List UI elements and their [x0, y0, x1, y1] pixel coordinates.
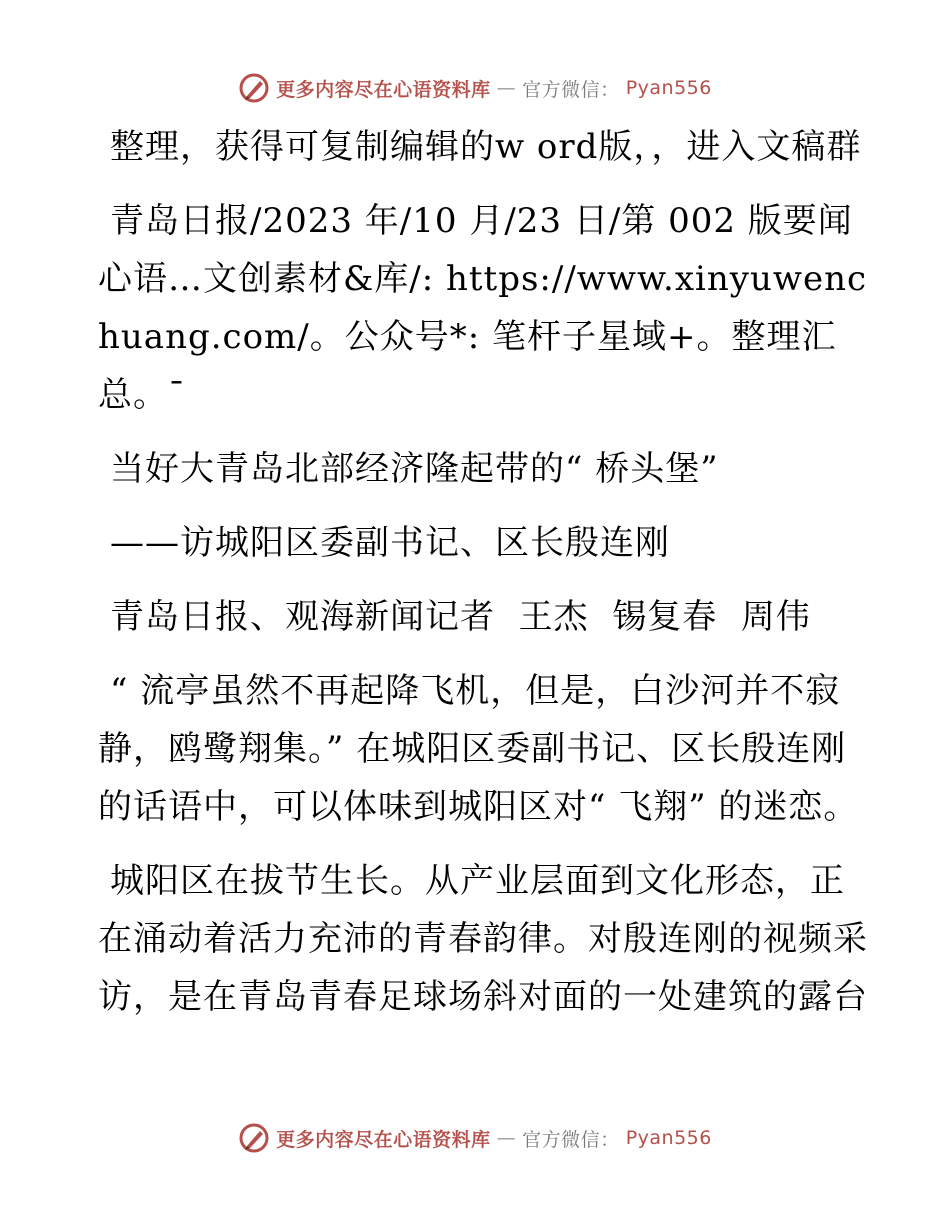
watermark-dash: —	[496, 77, 517, 99]
watermark-text: 更多内容尽在心语资料库	[276, 78, 491, 101]
paragraph-body-1: “ 流亭虽然不再起降飞机，但是，白沙河并不寂静，鸥鹭翔集。” 在城阳区委副书记、区长殷连刚的话语中，可以体味到城阳区对“ 飞翔” 的迷恋。	[98, 671, 859, 827]
header-watermark	[0, 72, 950, 104]
article-subtitle: ——访城阳区委副书记、区长殷连刚	[110, 523, 670, 563]
footer-watermark	[0, 1122, 950, 1154]
paragraph-intro: 整理，获得可复制编辑的w ord版，，进入文稿群	[110, 127, 862, 167]
pen-logo-icon	[238, 72, 270, 104]
paragraph-source: 青岛日报/2023 年/10 月/23 日/第 002 版要闻心语…文创素材&库/: https://www.xinyuwenchuang.com/。公众号*: 笔杆子星域+。整理汇总。¯	[98, 201, 868, 415]
watermark-label: 官方微信：	[522, 78, 620, 101]
article-byline: 青岛日报、观海新闻记者 王杰 锡复春 周伟	[110, 597, 811, 637]
watermark-wechat-id: Pyan556	[625, 77, 712, 99]
watermark-text: 更多内容尽在心语资料库	[276, 1128, 491, 1151]
article-title: 当好大青岛北部经济隆起带的“ 桥头堡”	[110, 449, 719, 489]
watermark-wechat-id: Pyan556	[625, 1127, 712, 1149]
paragraph-body-2: 城阳区在拔节生长。从产业层面到文化形态，正在涌动着活力充沛的青春韵律。对殷连刚的视频采访，是在青岛青春足球场斜对面的一处建筑的露台	[98, 861, 868, 1017]
watermark-dash: —	[496, 1127, 517, 1149]
document-body	[98, 118, 868, 1042]
pen-logo-icon	[238, 1122, 270, 1154]
watermark-label: 官方微信：	[522, 1128, 620, 1151]
